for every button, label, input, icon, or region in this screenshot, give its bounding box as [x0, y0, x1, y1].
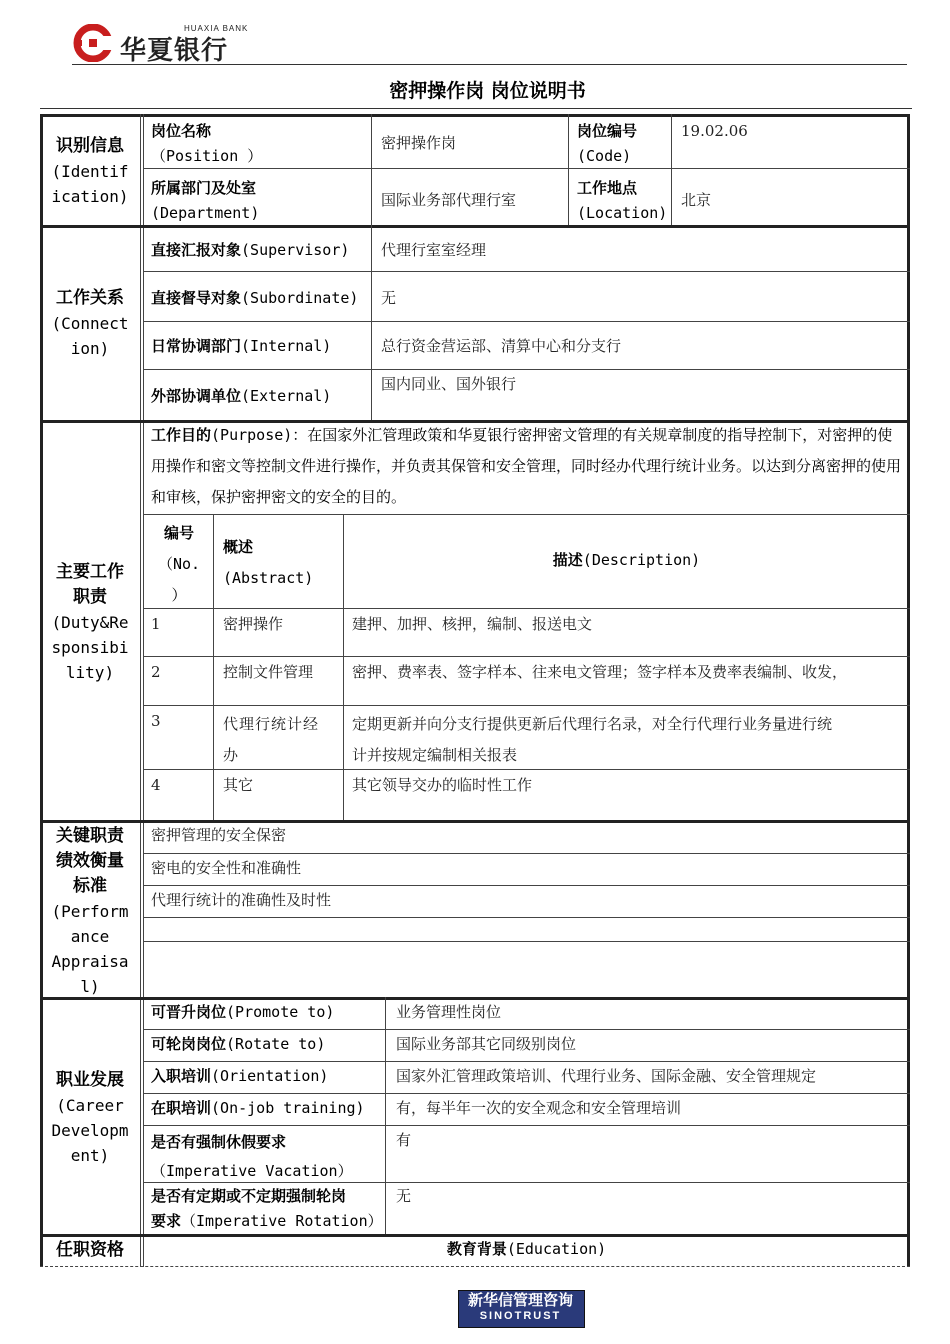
section-divider: [140, 114, 141, 1267]
section-title-en: Appraisa: [51, 952, 129, 971]
career-label: [151, 1064, 328, 1089]
career-label: [151, 1032, 325, 1057]
row-rule: [143, 656, 910, 657]
duty-no: 1: [151, 615, 161, 633]
location-label-cn: 工作地点: [577, 179, 638, 197]
position-label: [151, 119, 262, 169]
document-title: 密押操作岗 岗位说明书: [389, 80, 586, 102]
section-title-en: ication): [51, 187, 129, 206]
section-title-en: Developm: [51, 1121, 129, 1140]
row-rule: [143, 885, 910, 886]
appraisal-item: 代理行统计的准确性及时性: [151, 891, 332, 909]
section-career: [42, 1068, 138, 1168]
section-qualification: [42, 1238, 138, 1263]
position-label-en: （Position ）: [151, 147, 263, 165]
appraisal-item: 密押管理的安全保密: [151, 826, 287, 844]
section-title: 工作关系: [56, 288, 124, 308]
relation-label-cn: 日常协调部门: [151, 337, 242, 355]
section-title-en: (Career: [56, 1096, 124, 1115]
col-rule: [568, 114, 569, 225]
location-label: [577, 176, 667, 226]
career-label: [151, 1096, 365, 1121]
row-rule: [143, 514, 910, 515]
section-title-en: ance: [70, 927, 110, 946]
section-title-en: ent): [70, 1146, 110, 1165]
career-label-cn: 在职培训: [151, 1099, 212, 1117]
section-title: 主要工作: [56, 562, 124, 582]
table-border-top: [40, 114, 910, 117]
row-rule: [143, 917, 910, 918]
purpose-label: 工作目的: [151, 426, 212, 444]
col-header-description-cn: 描述: [552, 551, 583, 569]
appraisal-item: 密电的安全性和准确性: [151, 859, 302, 877]
relation-label-en: (External): [241, 387, 332, 405]
relation-label: [151, 384, 331, 409]
page-break-dashed-line: [40, 1266, 910, 1267]
job-description-table: [40, 114, 910, 1267]
department-label-en: (Department): [151, 204, 260, 222]
duty-description-line: 计并按规定编制相关报表: [352, 746, 518, 764]
relation-value: 国内同业、国外银行: [381, 375, 517, 393]
section-title-en: (Duty&Re: [51, 613, 129, 632]
career-label-cn: 是否有定期或不定期强制轮岗: [151, 1187, 347, 1205]
col-rule: [371, 114, 372, 225]
code-label-en: (Code): [577, 147, 632, 165]
duty-no: 3: [151, 712, 161, 730]
col-header-no-cn: 编号: [163, 524, 194, 542]
duty-description-line: 定期更新并向分支行提供更新后代理行名录，对全行代理行业务量进行统: [352, 715, 833, 733]
duty-abstract: 其它: [223, 776, 254, 794]
section-title-en: ion): [70, 339, 110, 358]
col-header-no-en: ）: [171, 586, 187, 604]
relation-label-en: (Supervisor): [241, 241, 350, 259]
col-header-abstract-cn: 概述: [223, 538, 254, 556]
education-header-en: (Education): [506, 1240, 607, 1258]
col-rule: [371, 225, 372, 420]
section-title: 标准: [73, 876, 107, 896]
col-rule: [213, 514, 214, 820]
row-rule: [143, 1125, 910, 1126]
relation-label-cn: 外部协调单位: [151, 387, 242, 405]
relation-value: 无: [381, 289, 397, 307]
career-value: 无: [396, 1187, 412, 1205]
row-rule: [143, 1029, 910, 1030]
duty-abstract: [223, 709, 319, 771]
career-label-en: (On-job training): [211, 1099, 365, 1117]
purpose-text: 在国家外汇管理政策和华夏银行密押密文管理的有关规章制度的指导控制下，对密押的使用操作和密文等控制文件进行操作，并负责其保管和安全管理，同时经办代理行统计业务。以达到分离密押的使用和审核，保护密押密文的安全的目的。: [151, 426, 902, 506]
relation-label-en: (Subordinate): [241, 289, 359, 307]
position-label-cn: 岗位名称: [151, 122, 212, 140]
bank-name-en: HUAXIA BANK: [184, 24, 249, 33]
code-value: 19.02.06: [681, 122, 748, 140]
duty-description: 建押、加押、核押，编制、报送电文: [352, 615, 593, 633]
career-label: [151, 1000, 334, 1025]
col-header-abstract-en: (Abstract): [223, 569, 314, 587]
col-header-description: [343, 548, 910, 573]
duty-no: 2: [151, 663, 161, 681]
career-value: 有: [396, 1131, 412, 1149]
department-label-cn: 所属部门及处室: [151, 179, 257, 197]
section-title: 任职资格: [56, 1240, 124, 1260]
section-title-en: (Perform: [51, 902, 129, 921]
section-title: 职责: [73, 587, 107, 607]
row-rule: [143, 271, 910, 272]
huaxia-logo-icon: [72, 24, 112, 62]
location-value: 北京: [681, 191, 712, 209]
col-header-abstract: [223, 532, 313, 594]
career-value: 有，每半年一次的安全观念和安全管理培训: [396, 1099, 682, 1117]
duty-description: 其它领导交办的临时性工作: [352, 776, 533, 794]
duty-description: 密押、费率表、签字样本、往来电文管理；签字样本及费率表编制、收发，: [352, 663, 848, 681]
career-label-cn: 可晋升岗位: [151, 1003, 227, 1021]
department-value: 国际业务部代理行室: [381, 191, 517, 209]
footer-brand-cn: 新华信管理咨询: [467, 1291, 573, 1309]
duty-abstract-line: 代理行统计经: [223, 715, 320, 733]
section-relations: [42, 286, 138, 361]
career-value: 国际业务部其它同级别岗位: [396, 1035, 577, 1053]
footer-brand-en: SINOTRUST: [479, 1310, 562, 1322]
code-label: [577, 119, 637, 169]
title-rule: [40, 108, 912, 109]
career-label-cn: 要求: [151, 1212, 182, 1230]
career-label: [151, 1184, 383, 1234]
duty-abstract: 控制文件管理: [223, 663, 314, 681]
section-title-en: (Connect: [51, 314, 129, 333]
career-label-cn: 是否有强制休假要求: [151, 1133, 287, 1151]
section-title: 识别信息: [56, 136, 124, 156]
col-header-no: [151, 518, 207, 611]
row-rule: [143, 1093, 910, 1094]
section-title: 职业发展: [56, 1070, 124, 1090]
relation-label-cn: 直接汇报对象: [151, 241, 242, 259]
education-header: [143, 1237, 910, 1262]
career-label-cn: 可轮岗岗位: [151, 1035, 227, 1053]
section-title: 关键职责: [56, 826, 124, 846]
relation-value: 代理行室室经理: [381, 241, 487, 259]
relation-label-cn: 直接督导对象: [151, 289, 242, 307]
education-header-cn: 教育背景: [446, 1240, 507, 1258]
career-label-en: (Rotate to): [226, 1035, 326, 1053]
col-header-description-en: (Description): [582, 551, 701, 569]
section-title-en: sponsibi: [51, 638, 129, 657]
location-label-en: (Location): [577, 204, 668, 222]
relation-label: [151, 286, 358, 311]
row-rule: [143, 941, 910, 942]
career-label-en: （Imperative Vacation）: [151, 1162, 353, 1180]
purpose-label-en: (Purpose)：: [211, 426, 308, 444]
duty-abstract-line: 办: [223, 746, 239, 764]
section-title-en: l): [80, 977, 100, 996]
career-label-en: (Orientation): [211, 1067, 329, 1085]
relation-label-en: (Internal): [241, 337, 332, 355]
department-label: [151, 176, 259, 226]
row-rule: [143, 705, 910, 706]
row-rule: [143, 321, 910, 322]
career-label-en: （Imperative Rotation）: [181, 1212, 383, 1230]
career-label-cn: 入职培训: [151, 1067, 212, 1085]
career-value: 国家外汇管理政策培训、代理行业务、国际金融、安全管理规定: [396, 1067, 817, 1085]
relation-label: [151, 334, 331, 359]
purpose-paragraph: [151, 420, 903, 513]
section-title-en: lity): [65, 663, 115, 682]
table-border-right: [907, 114, 910, 1267]
duty-no: 4: [151, 776, 161, 794]
code-label-cn: 岗位编号: [577, 122, 638, 140]
relation-label: [151, 238, 349, 263]
header-rule: [72, 64, 907, 65]
col-header-no-en: （No.: [157, 555, 201, 573]
career-label-en: (Promote to): [226, 1003, 335, 1021]
row-rule: [143, 1061, 910, 1062]
row-rule: [143, 853, 910, 854]
section-appraisal: [42, 824, 138, 999]
col-rule: [671, 114, 672, 225]
col-rule: [385, 997, 386, 1234]
section-title: 绩效衡量: [56, 851, 124, 871]
duty-description: [352, 709, 832, 771]
section-identification: [42, 134, 138, 209]
section-divider-inner: [143, 114, 144, 1267]
career-value: 业务管理性岗位: [396, 1003, 502, 1021]
section-duties: [42, 560, 138, 685]
duty-abstract: 密押操作: [223, 615, 284, 633]
section-title-en: (Identif: [51, 162, 129, 181]
career-label: [151, 1128, 353, 1186]
relation-value: 总行资金营运部、清算中心和分支行: [381, 337, 622, 355]
position-value: 密押操作岗: [381, 134, 457, 152]
row-rule: [143, 369, 910, 370]
row-rule: [143, 608, 910, 609]
bank-name-cn: 华夏银行: [120, 36, 229, 66]
